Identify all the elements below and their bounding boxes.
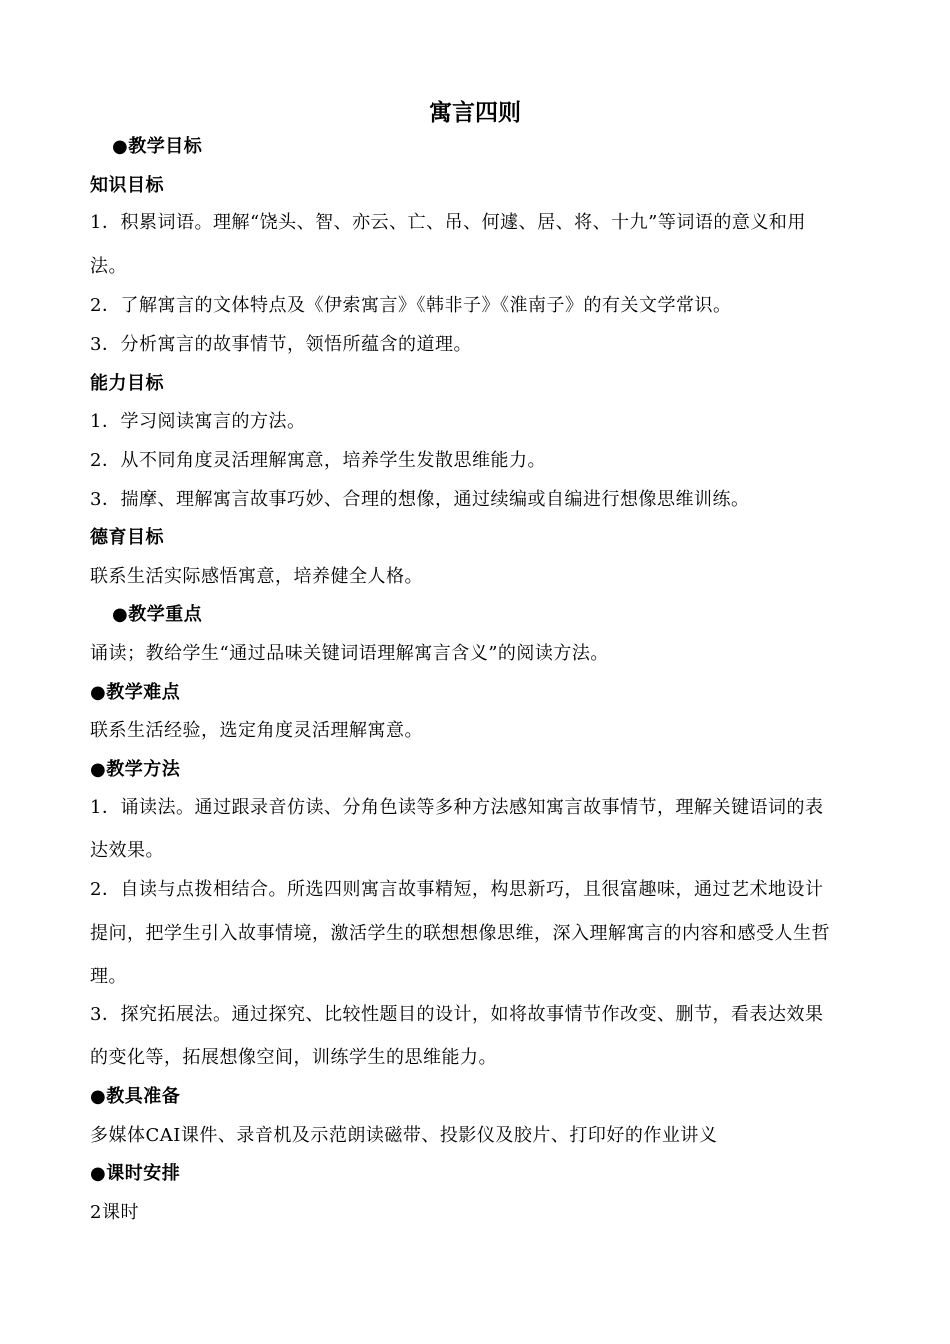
ability-item-1: 1．学习阅读寓言的方法。 bbox=[90, 411, 306, 432]
method-item-2-end: 理。 bbox=[90, 966, 127, 987]
method-item-2: 2．自读与点拨相结合。所选四则寓言故事精短，构思新巧，且很富趣味，通过艺术地设计 bbox=[90, 879, 824, 900]
heading-ability-objectives: 能力目标 bbox=[90, 373, 164, 394]
method-item-2-cont: 提问，把学生引入故事情境，激活学生的联想想像思维，深入理解寓言的内容和感受人生哲 bbox=[90, 923, 830, 944]
schedule-text: 2课时 bbox=[90, 1202, 139, 1223]
method-item-3: 3．探究拓展法。通过探究、比较性题目的设计，如将故事情节作改变、删节，看表达效果 bbox=[90, 1004, 824, 1025]
method-item-1: 1．诵读法。通过跟录音仿读、分角色读等多种方法感知寓言故事情节，理解关键语词的表 bbox=[90, 797, 824, 818]
heading-class-schedule: ●课时安排 bbox=[90, 1163, 181, 1184]
heading-teaching-focus: ●教学重点 bbox=[112, 604, 203, 625]
tools-text: 多媒体CAI课件、录音机及示范朗读磁带、投影仪及胶片、打印好的作业讲义 bbox=[90, 1125, 718, 1146]
method-item-1-cont: 达效果。 bbox=[90, 840, 164, 861]
knowledge-item-1-cont: 法。 bbox=[90, 256, 127, 277]
focus-text: 诵读；教给学生“通过品味关键词语理解寓言含义”的阅读方法。 bbox=[90, 643, 609, 664]
heading-teaching-tools: ●教具准备 bbox=[90, 1086, 181, 1107]
heading-moral-objectives: 德育目标 bbox=[90, 527, 164, 548]
method-item-3-cont: 的变化等，拓展想像空间，训练学生的思维能力。 bbox=[90, 1047, 497, 1068]
ability-item-3: 3．揣摩、理解寓言故事巧妙、合理的想像，通过续编或自编进行想像思维训练。 bbox=[90, 489, 750, 510]
knowledge-item-1: 1．积累词语。理解“饶头、智、亦云、亡、吊、何遽、居、将、十九”等词语的意义和用 bbox=[90, 212, 806, 233]
document-title: 寓言四则 bbox=[429, 100, 521, 126]
difficulty-text: 联系生活经验，选定角度灵活理解寓意。 bbox=[90, 720, 423, 741]
knowledge-item-3: 3．分析寓言的故事情节，领悟所蕴含的道理。 bbox=[90, 334, 472, 355]
heading-teaching-difficulty: ●教学难点 bbox=[90, 682, 181, 703]
ability-item-2: 2．从不同角度灵活理解寓意，培养学生发散思维能力。 bbox=[90, 450, 546, 471]
heading-teaching-objectives: ●教学目标 bbox=[112, 136, 203, 157]
heading-knowledge-objectives: 知识目标 bbox=[90, 175, 164, 196]
heading-teaching-methods: ●教学方法 bbox=[90, 759, 181, 780]
moral-item-1: 联系生活实际感悟寓意，培养健全人格。 bbox=[90, 566, 423, 587]
knowledge-item-2: 2．了解寓言的文体特点及《伊索寓言》《韩非子》《淮南子》的有关文学常识。 bbox=[90, 295, 732, 316]
